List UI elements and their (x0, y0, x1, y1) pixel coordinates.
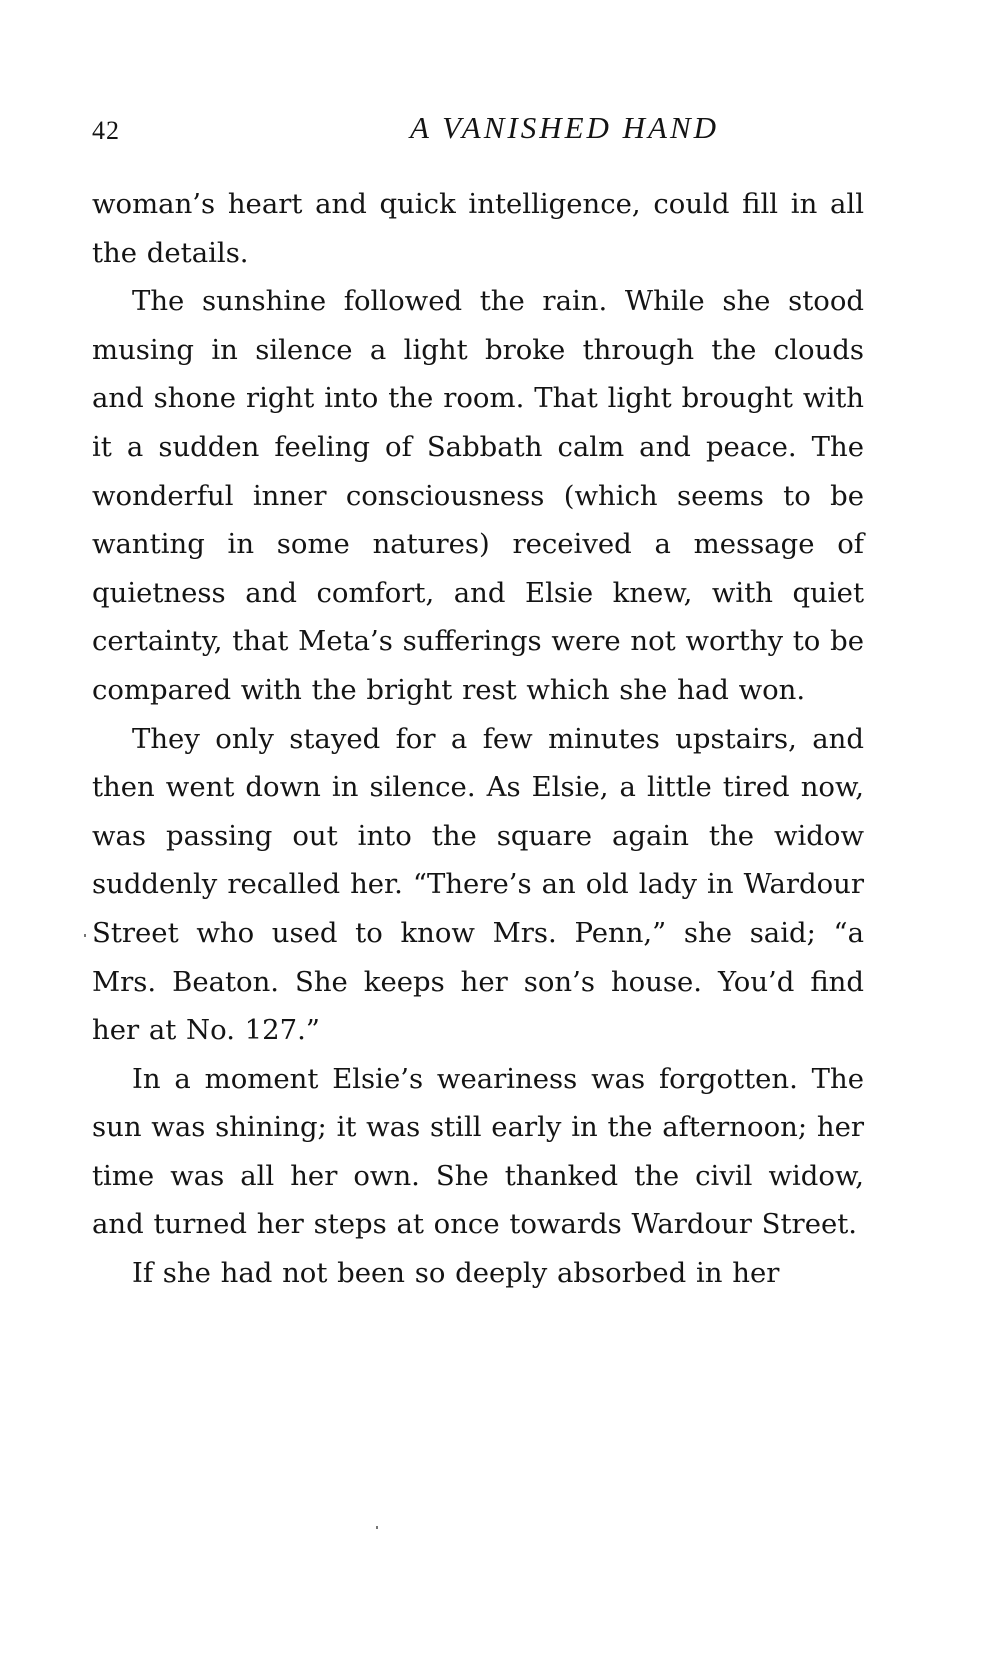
print-speck (84, 934, 86, 937)
paragraph-sunshine: The sunshine followed the rain. While she stood musing in silence a light broke through the clouds and shone right into the room. That light brought with it a sudden feeling of Sabbath calm and peace. The wonderful inner consciousness (which seems to be wanting in some natures) received a message of quietness and comfort, and Elsie knew, with quiet certainty, that Meta’s sufferings were not worthy to be compared with the bright rest which she had won. (92, 285, 864, 706)
running-title: A VANISHED HAND (410, 110, 720, 145)
body-text (92, 180, 864, 1298)
page-number: 42 (92, 116, 120, 145)
paragraph-continuation: woman’s heart and quick intelligence, could fill in all the details. (92, 188, 864, 269)
paragraph-weariness: In a moment Elsie’s weariness was forgotten. The sun was shining; it was still early in the afternoon; her time was all her own. She thanked the civil widow, and turned her steps at once towards Wardour Street. (92, 1062, 864, 1241)
running-head (92, 110, 912, 154)
print-speck (376, 1526, 378, 1529)
paragraph-upstairs: They only stayed for a few minutes upstairs, and then went down in silence. As Elsie, a little tired now, was passing out into the square again the widow suddenly recalled her. “There’s an old lady in Wardour Street who used to know Mrs. Penn,” she said; “a Mrs. Beaton. She keeps her son’s house. You’d find her at No. 127.” (92, 722, 864, 1047)
paragraph-absorbed: If she had not been so deeply absorbed in her (132, 1257, 780, 1290)
